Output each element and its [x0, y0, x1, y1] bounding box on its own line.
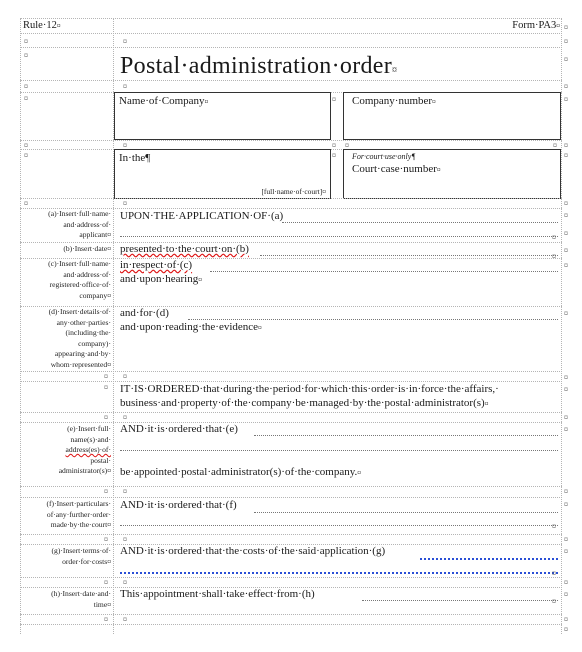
cell-marker: ¤: [123, 141, 127, 150]
section-c-label: (c)·Insert·full·name· and·address·of· registered·office·of· company¤: [48, 259, 111, 300]
section-g-text: AND·it·is·ordered·that·the·costs·of·the·said·application·(g): [120, 545, 386, 557]
row-end-marker: ¤: [564, 500, 568, 509]
row-end-marker: ¤: [564, 487, 568, 496]
row-end-marker: ¤: [564, 413, 568, 422]
row-end-marker: ¤: [564, 37, 568, 46]
row-sep: [20, 33, 562, 34]
page-title: Postal·administration·order¤: [120, 53, 398, 79]
section-a-fill-line-2[interactable]: [120, 236, 558, 237]
row-sep: [20, 412, 562, 413]
grid-right-line: [561, 18, 562, 634]
cell-marker: ¤: [123, 487, 127, 496]
row-end-marker: ¤: [564, 82, 568, 91]
row-sep: [20, 371, 562, 372]
court-case-number-label: Court·case·number¤: [352, 163, 441, 175]
cell-marker: ¤: [24, 141, 28, 150]
row-end-marker: ¤: [564, 385, 568, 394]
court-use-only-label: For·court·use·only¶: [352, 152, 416, 161]
section-e-label: (e)·Insert·full· name(s)·and· address(es)·of· postal· administrator(s)¤: [58, 424, 111, 476]
row-end-marker: ¤: [564, 95, 568, 104]
company-name-field[interactable]: [114, 92, 331, 140]
cell-marker: ¤: [104, 487, 108, 496]
rule-number: Rule·12¤: [23, 20, 61, 31]
section-f-fill-line-2[interactable]: [120, 525, 558, 526]
court-name-field[interactable]: [114, 149, 331, 199]
court-case-field[interactable]: [343, 149, 561, 199]
row-end-marker: ¤: [564, 547, 568, 556]
section-f-label: (f)·Insert·particulars· of·any·further·order· made·by·the·court¤: [46, 499, 111, 530]
cell-marker: ¤: [123, 413, 127, 422]
cell-marker: ¤: [552, 569, 556, 578]
row-end-marker: ¤: [564, 229, 568, 238]
section-b-label: (b)·Insert·date¤: [63, 244, 111, 253]
order-text-line-2: business·and·property·of·the·company·be·managed·by·the·postal·administrator(s)¤: [120, 397, 489, 409]
section-e-fill-line[interactable]: [254, 435, 558, 436]
section-d-text: and·for·(d): [120, 307, 169, 319]
row-end-marker: ¤: [564, 211, 568, 220]
section-e-appointed: be·appointed·postal·administrator(s)·of·the·company.¤: [120, 466, 361, 478]
section-e-text: AND·it·is·ordered·that·(e): [120, 423, 238, 435]
section-g-fill-line-2[interactable]: [120, 572, 558, 574]
cell-marker: ¤: [104, 413, 108, 422]
section-g-label: (g)·Insert·terms·of· order·for·costs¤: [51, 546, 111, 566]
form-code: Form·PA3¤: [512, 20, 560, 31]
section-d-label: (d)·Insert·details·of· any·other·parties· (including·the· company)· appearing·and·by· whom·represented¤: [48, 307, 111, 369]
section-g-fill-line[interactable]: [420, 558, 558, 560]
row-end-marker: ¤: [564, 615, 568, 624]
row-sep: [20, 497, 562, 498]
section-b-fill-line[interactable]: [260, 255, 558, 256]
row-end-marker: ¤: [564, 246, 568, 255]
section-a-fill-line[interactable]: [282, 222, 558, 223]
cell-marker: ¤: [104, 372, 108, 381]
row-sep: [20, 422, 562, 423]
cell-marker: ¤: [104, 578, 108, 587]
section-c-hearing: and·upon·hearing¤: [120, 273, 202, 285]
row-sep: [20, 624, 562, 625]
cell-marker: ¤: [332, 141, 336, 150]
row-end-marker: ¤: [564, 141, 568, 150]
row-sep: [20, 18, 562, 19]
section-h-text: This·appointment·shall·take·effect·from·(h): [120, 588, 315, 600]
row-sep: [20, 198, 562, 199]
cell-marker: ¤: [123, 82, 127, 91]
section-e-fill-line-2[interactable]: [120, 450, 558, 451]
section-h-label: (h)·Insert·date·and· time¤: [51, 589, 111, 609]
cell-marker: ¤: [123, 578, 127, 587]
cell-marker: ¤: [332, 95, 336, 104]
cell-marker: ¤: [123, 535, 127, 544]
row-sep: [20, 242, 562, 243]
cell-marker: ¤: [123, 199, 127, 208]
row-end-marker: ¤: [564, 625, 568, 634]
section-f-text: AND·it·is·ordered·that·(f): [120, 499, 237, 511]
row-sep: [20, 614, 562, 615]
grid-left-line: [20, 18, 21, 634]
cell-marker: ¤: [552, 522, 556, 531]
row-end-marker: ¤: [564, 425, 568, 434]
section-d-evidence: and·upon·reading·the·evidence¤: [120, 321, 262, 333]
cell-marker: ¤: [332, 151, 336, 160]
section-f-fill-line[interactable]: [254, 512, 558, 513]
row-end-marker: ¤: [564, 535, 568, 544]
row-end-marker: ¤: [564, 578, 568, 587]
section-b-text: presented·to·the·court·on·(b): [120, 243, 249, 255]
row-end-marker: ¤: [564, 23, 568, 32]
row-sep: [20, 486, 562, 487]
cell-marker: ¤: [24, 82, 28, 91]
cell-marker: ¤: [104, 615, 108, 624]
company-number-label: Company·number¤: [352, 95, 436, 107]
cell-marker: ¤: [123, 615, 127, 624]
cell-marker: ¤: [24, 94, 28, 103]
company-name-label: Name·of·Company¤: [119, 95, 209, 107]
court-name-hint: [full·name·of·court]¤: [261, 187, 326, 196]
section-c-fill-line[interactable]: [210, 271, 558, 272]
cell-marker: ¤: [552, 597, 556, 606]
row-end-marker: ¤: [564, 261, 568, 270]
cell-marker: ¤: [24, 199, 28, 208]
row-sep: [20, 47, 562, 48]
section-c-text: in·respect·of·(c): [120, 259, 193, 271]
section-a-text: UPON·THE·APPLICATION·OF·(a): [120, 210, 284, 222]
section-h-fill-line[interactable]: [362, 600, 558, 601]
company-number-field[interactable]: [343, 92, 561, 140]
form-page: [20, 18, 568, 634]
row-end-marker: ¤: [564, 373, 568, 382]
row-end-marker: ¤: [564, 199, 568, 208]
section-a-label: (a)·Insert·full·name· and·address·of· applicant¤: [48, 209, 111, 240]
row-end-marker: ¤: [564, 151, 568, 160]
cell-marker: ¤: [345, 141, 349, 150]
cell-marker: ¤: [552, 252, 556, 261]
row-sep: [20, 534, 562, 535]
cell-marker: ¤: [24, 151, 28, 160]
cell-marker: ¤: [552, 233, 556, 242]
cell-marker: ¤: [553, 141, 557, 150]
row-end-marker: ¤: [564, 309, 568, 318]
row-end-marker: ¤: [564, 55, 568, 64]
cell-marker: ¤: [123, 37, 127, 46]
row-sep: [20, 80, 562, 81]
row-end-marker: ¤: [564, 590, 568, 599]
cell-marker: ¤: [104, 535, 108, 544]
order-text-line-1: IT·IS·ORDERED·that·during·the·period·for·which·this·order·is·in·force·the·affairs,·: [120, 383, 499, 395]
cell-marker: ¤: [24, 37, 28, 46]
cell-marker: ¤: [104, 383, 108, 392]
row-sep: [20, 577, 562, 578]
cell-marker: ¤: [24, 51, 28, 60]
in-the-label: In·the¶: [119, 152, 151, 164]
row-sep: [20, 140, 562, 141]
cell-marker: ¤: [123, 372, 127, 381]
